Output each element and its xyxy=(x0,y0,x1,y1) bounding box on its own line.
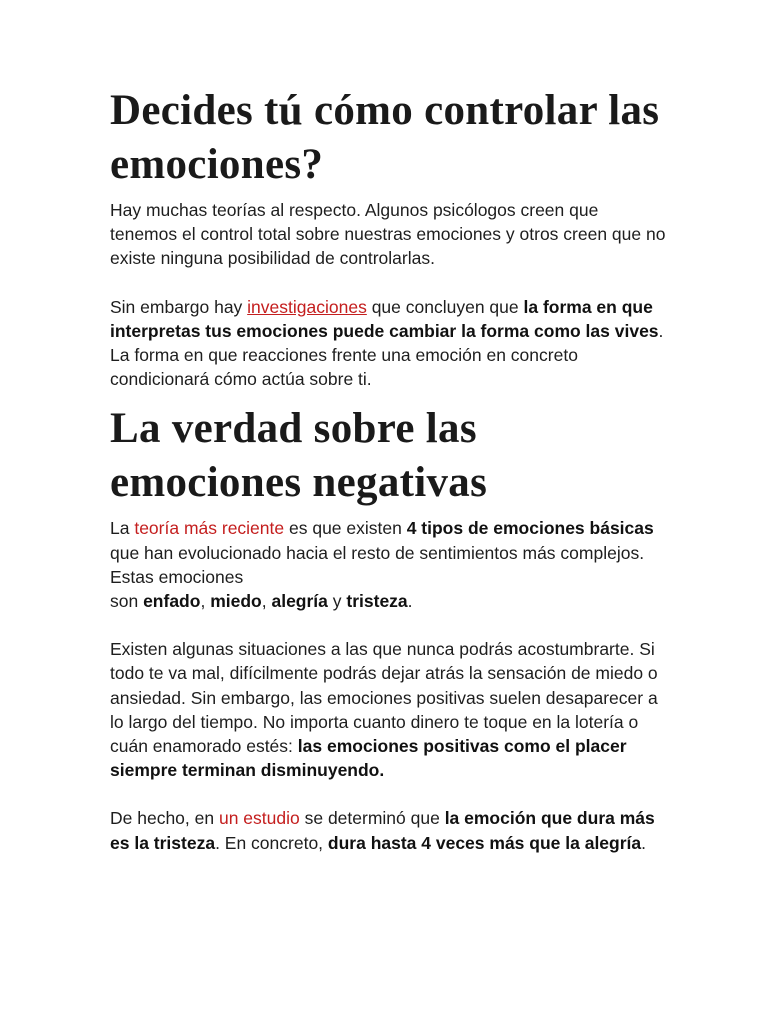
article xyxy=(110,84,670,855)
bold-text: la emoción que dura más es la tristeza xyxy=(110,808,655,853)
text-span: De hecho, en xyxy=(110,808,219,829)
text-span: , xyxy=(261,591,272,612)
text-span: que concluyen que xyxy=(366,296,524,317)
bold-text: 4 tipos de emociones básicas xyxy=(406,518,654,539)
bold-text: la forma en que interpretas tus emociones puede cambiar la forma como las vives xyxy=(110,296,659,341)
emotion-tristeza: tristeza xyxy=(346,591,408,612)
paragraph-situaciones xyxy=(110,637,670,782)
text-span: La xyxy=(110,518,135,539)
text-span: y xyxy=(327,591,347,612)
text-span: , xyxy=(200,591,211,612)
text-span: . La forma en que reacciones frente una emoción en concreto condicionará cómo actúa sobre ti. xyxy=(110,320,664,390)
text-span: Existen algunas situaciones a las que nunca podrás acostumbrarte. Si todo te va mal, difícilmente podrás dejar atrás la sensación de miedo o ansiedad. Sin embargo, las emociones positivas suelen desaparecer a lo largo del tiempo. No importa cuanto dinero te toque en la lotería o cuán enamorado estés: xyxy=(110,639,658,757)
emotion-miedo: miedo xyxy=(210,591,262,612)
link-investigaciones[interactable]: investigaciones xyxy=(247,296,367,317)
text-span: . En concreto, xyxy=(215,832,328,853)
paragraph-teorias: Hay muchas teorías al respecto. Algunos psicólogos creen que tenemos el control total sobre nuestras emociones y otros creen que no existe ninguna posibilidad de controlarlas. xyxy=(110,200,666,269)
text-span: . xyxy=(641,832,647,853)
text-span: se determinó que xyxy=(299,808,445,829)
emotion-alegria: alegría xyxy=(271,591,328,612)
text-span: que han evolucionado hacia el resto de sentimientos más complejos. Estas emociones xyxy=(110,542,645,587)
bold-text: las emociones positivas como el placer siempre terminan disminuyendo. xyxy=(110,736,627,781)
paragraph-tipos-emociones xyxy=(110,516,670,613)
article-heading-control-emociones: Decides tú cómo controlar las emociones? xyxy=(110,87,660,188)
text-span: Sin embargo hay xyxy=(110,296,248,317)
text-span: . xyxy=(407,591,413,612)
text-span: son xyxy=(110,591,144,612)
link-teoria-reciente[interactable]: teoría más reciente xyxy=(134,518,285,539)
emotion-enfado: enfado xyxy=(143,591,201,612)
link-un-estudio[interactable]: un estudio xyxy=(218,808,300,829)
bold-text: dura hasta 4 veces más que la alegría xyxy=(327,832,642,853)
paragraph-investigaciones xyxy=(110,295,670,392)
paragraph-estudio xyxy=(110,806,670,854)
text-span: es que existen xyxy=(284,518,407,539)
article-heading-emociones-negativas: La verdad sobre las emociones negativas xyxy=(110,405,488,507)
